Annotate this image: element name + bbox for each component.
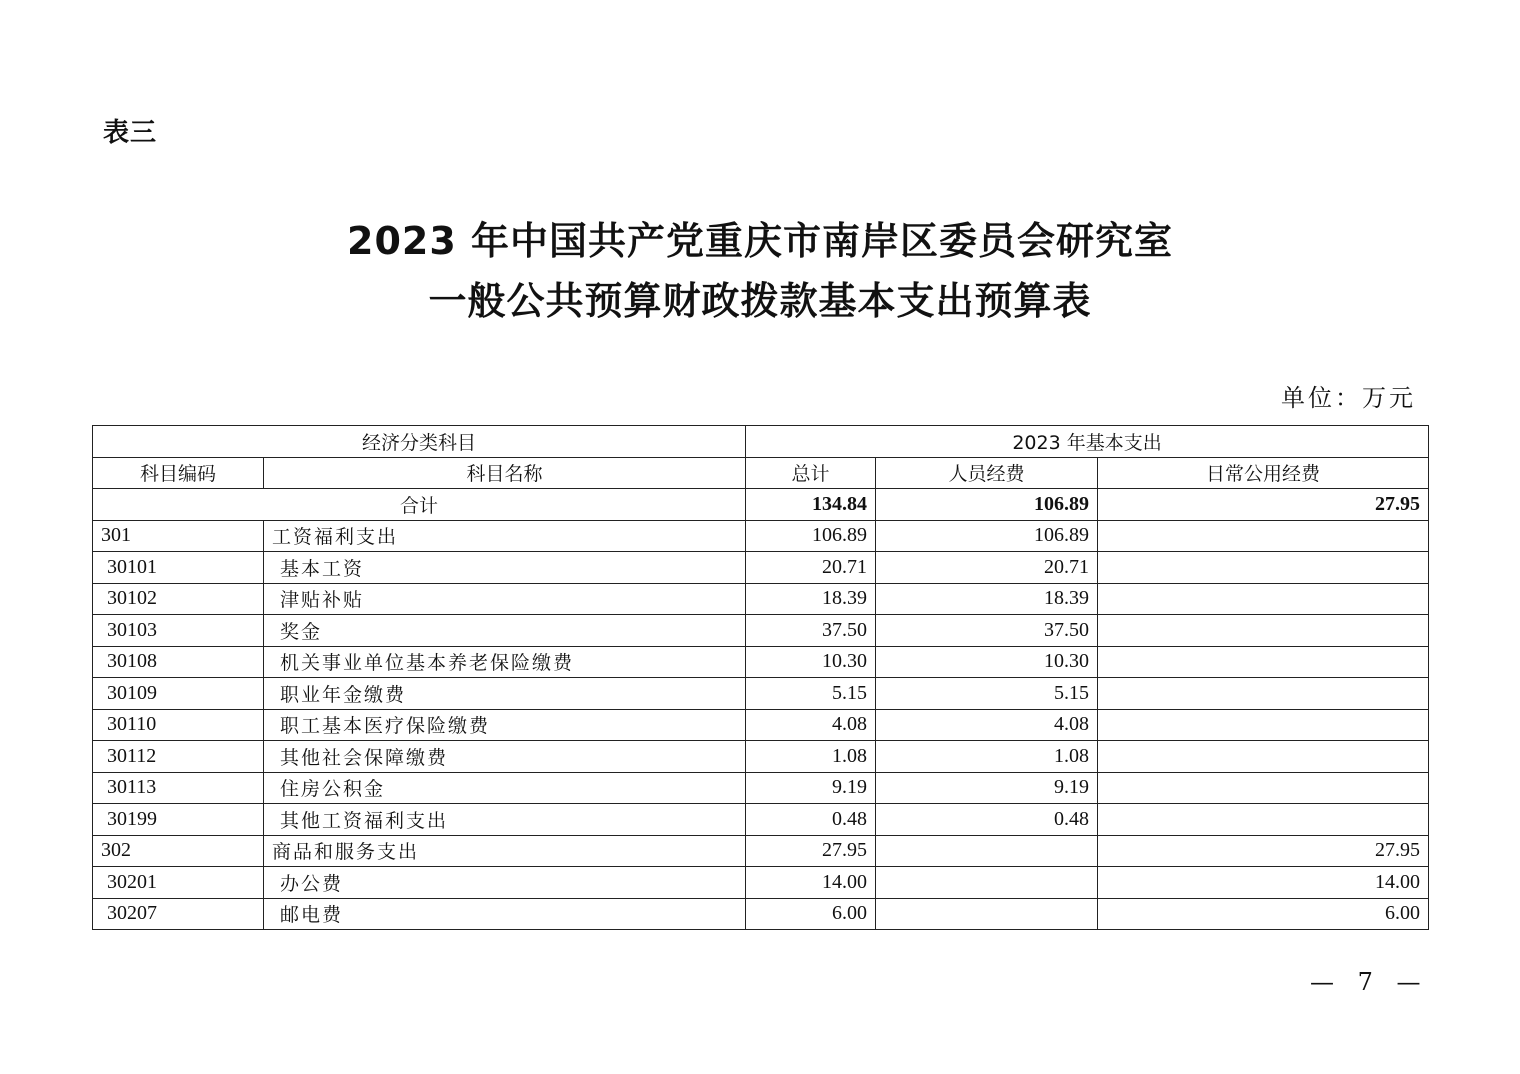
- table-row: [93, 583, 1429, 615]
- table-row: [93, 615, 1429, 647]
- row-total: 37.50: [746, 615, 876, 647]
- row-personnel: 37.50: [876, 615, 1098, 647]
- header-economic-classification: 经济分类科目: [93, 426, 746, 458]
- row-total: 9.19: [746, 772, 876, 804]
- row-code: 30112: [93, 741, 264, 773]
- row-code: 30103: [93, 615, 264, 647]
- header-total: 总计: [746, 457, 876, 489]
- row-total: 27.95: [746, 835, 876, 867]
- row-name: 其他工资福利支出: [264, 804, 746, 836]
- row-code: 30101: [93, 552, 264, 584]
- row-code: 30201: [93, 867, 264, 899]
- row-personnel: [876, 898, 1098, 930]
- table-row: [93, 804, 1429, 836]
- page-number: — 7 —: [1310, 968, 1429, 996]
- document-label: 表三: [103, 118, 158, 148]
- row-personnel: 20.71: [876, 552, 1098, 584]
- row-total: 5.15: [746, 678, 876, 710]
- total-public: 27.95: [1098, 489, 1429, 521]
- row-public: [1098, 552, 1429, 584]
- row-name: 工资福利支出: [264, 520, 746, 552]
- header-group-row: [93, 426, 1429, 458]
- row-public: [1098, 804, 1429, 836]
- table-row: [93, 646, 1429, 678]
- row-public: [1098, 615, 1429, 647]
- row-name: 基本工资: [264, 552, 746, 584]
- table-row: [93, 898, 1429, 930]
- row-total: 14.00: [746, 867, 876, 899]
- table-row: [93, 520, 1429, 552]
- row-public: [1098, 709, 1429, 741]
- row-public: 14.00: [1098, 867, 1429, 899]
- row-total: 106.89: [746, 520, 876, 552]
- header-code: 科目编码: [93, 457, 264, 489]
- total-total: 134.84: [746, 489, 876, 521]
- row-total: 20.71: [746, 552, 876, 584]
- row-personnel: [876, 867, 1098, 899]
- row-public: [1098, 678, 1429, 710]
- row-public: [1098, 520, 1429, 552]
- row-name: 其他社会保障缴费: [264, 741, 746, 773]
- row-personnel: 5.15: [876, 678, 1098, 710]
- row-public: [1098, 772, 1429, 804]
- row-personnel: 1.08: [876, 741, 1098, 773]
- row-personnel: 10.30: [876, 646, 1098, 678]
- row-name: 奖金: [264, 615, 746, 647]
- table-row: [93, 709, 1429, 741]
- row-personnel: 0.48: [876, 804, 1098, 836]
- row-code: 30108: [93, 646, 264, 678]
- row-total: 18.39: [746, 583, 876, 615]
- row-personnel: 106.89: [876, 520, 1098, 552]
- header-column-row: [93, 457, 1429, 489]
- row-name: 职业年金缴费: [264, 678, 746, 710]
- row-name: 津贴补贴: [264, 583, 746, 615]
- row-code: 301: [93, 520, 264, 552]
- unit-label: 单位：万元: [1281, 384, 1416, 412]
- row-personnel: 9.19: [876, 772, 1098, 804]
- row-personnel: 18.39: [876, 583, 1098, 615]
- row-total: 10.30: [746, 646, 876, 678]
- row-total: 4.08: [746, 709, 876, 741]
- row-total: 0.48: [746, 804, 876, 836]
- row-code: 30207: [93, 898, 264, 930]
- row-name: 办公费: [264, 867, 746, 899]
- header-basic-expenditure: 2023 年基本支出: [746, 426, 1429, 458]
- row-public: [1098, 741, 1429, 773]
- row-name: 机关事业单位基本养老保险缴费: [264, 646, 746, 678]
- table-row: [93, 835, 1429, 867]
- total-personnel: 106.89: [876, 489, 1098, 521]
- row-code: 30110: [93, 709, 264, 741]
- row-public: [1098, 646, 1429, 678]
- row-code: 30199: [93, 804, 264, 836]
- budget-table: [92, 425, 1429, 930]
- row-code: 30102: [93, 583, 264, 615]
- page-title-line-1: 2023 年中国共产党重庆市南岸区委员会研究室: [347, 219, 1173, 263]
- header-name: 科目名称: [264, 457, 746, 489]
- table-row: [93, 867, 1429, 899]
- row-name: 职工基本医疗保险缴费: [264, 709, 746, 741]
- table-row: [93, 678, 1429, 710]
- row-total: 1.08: [746, 741, 876, 773]
- row-public: 27.95: [1098, 835, 1429, 867]
- row-name: 邮电费: [264, 898, 746, 930]
- table-row: [93, 741, 1429, 773]
- table-row: [93, 772, 1429, 804]
- row-code: 30113: [93, 772, 264, 804]
- row-code: 302: [93, 835, 264, 867]
- page-title-line-2: 一般公共预算财政拨款基本支出预算表: [428, 279, 1092, 323]
- row-code: 30109: [93, 678, 264, 710]
- row-name: 住房公积金: [264, 772, 746, 804]
- header-public: 日常公用经费: [1098, 457, 1429, 489]
- row-name: 商品和服务支出: [264, 835, 746, 867]
- row-personnel: [876, 835, 1098, 867]
- row-personnel: 4.08: [876, 709, 1098, 741]
- total-label: 合计: [93, 489, 746, 521]
- table-row: [93, 552, 1429, 584]
- row-public: 6.00: [1098, 898, 1429, 930]
- row-public: [1098, 583, 1429, 615]
- row-total: 6.00: [746, 898, 876, 930]
- header-personnel: 人员经费: [876, 457, 1098, 489]
- total-row: [93, 489, 1429, 521]
